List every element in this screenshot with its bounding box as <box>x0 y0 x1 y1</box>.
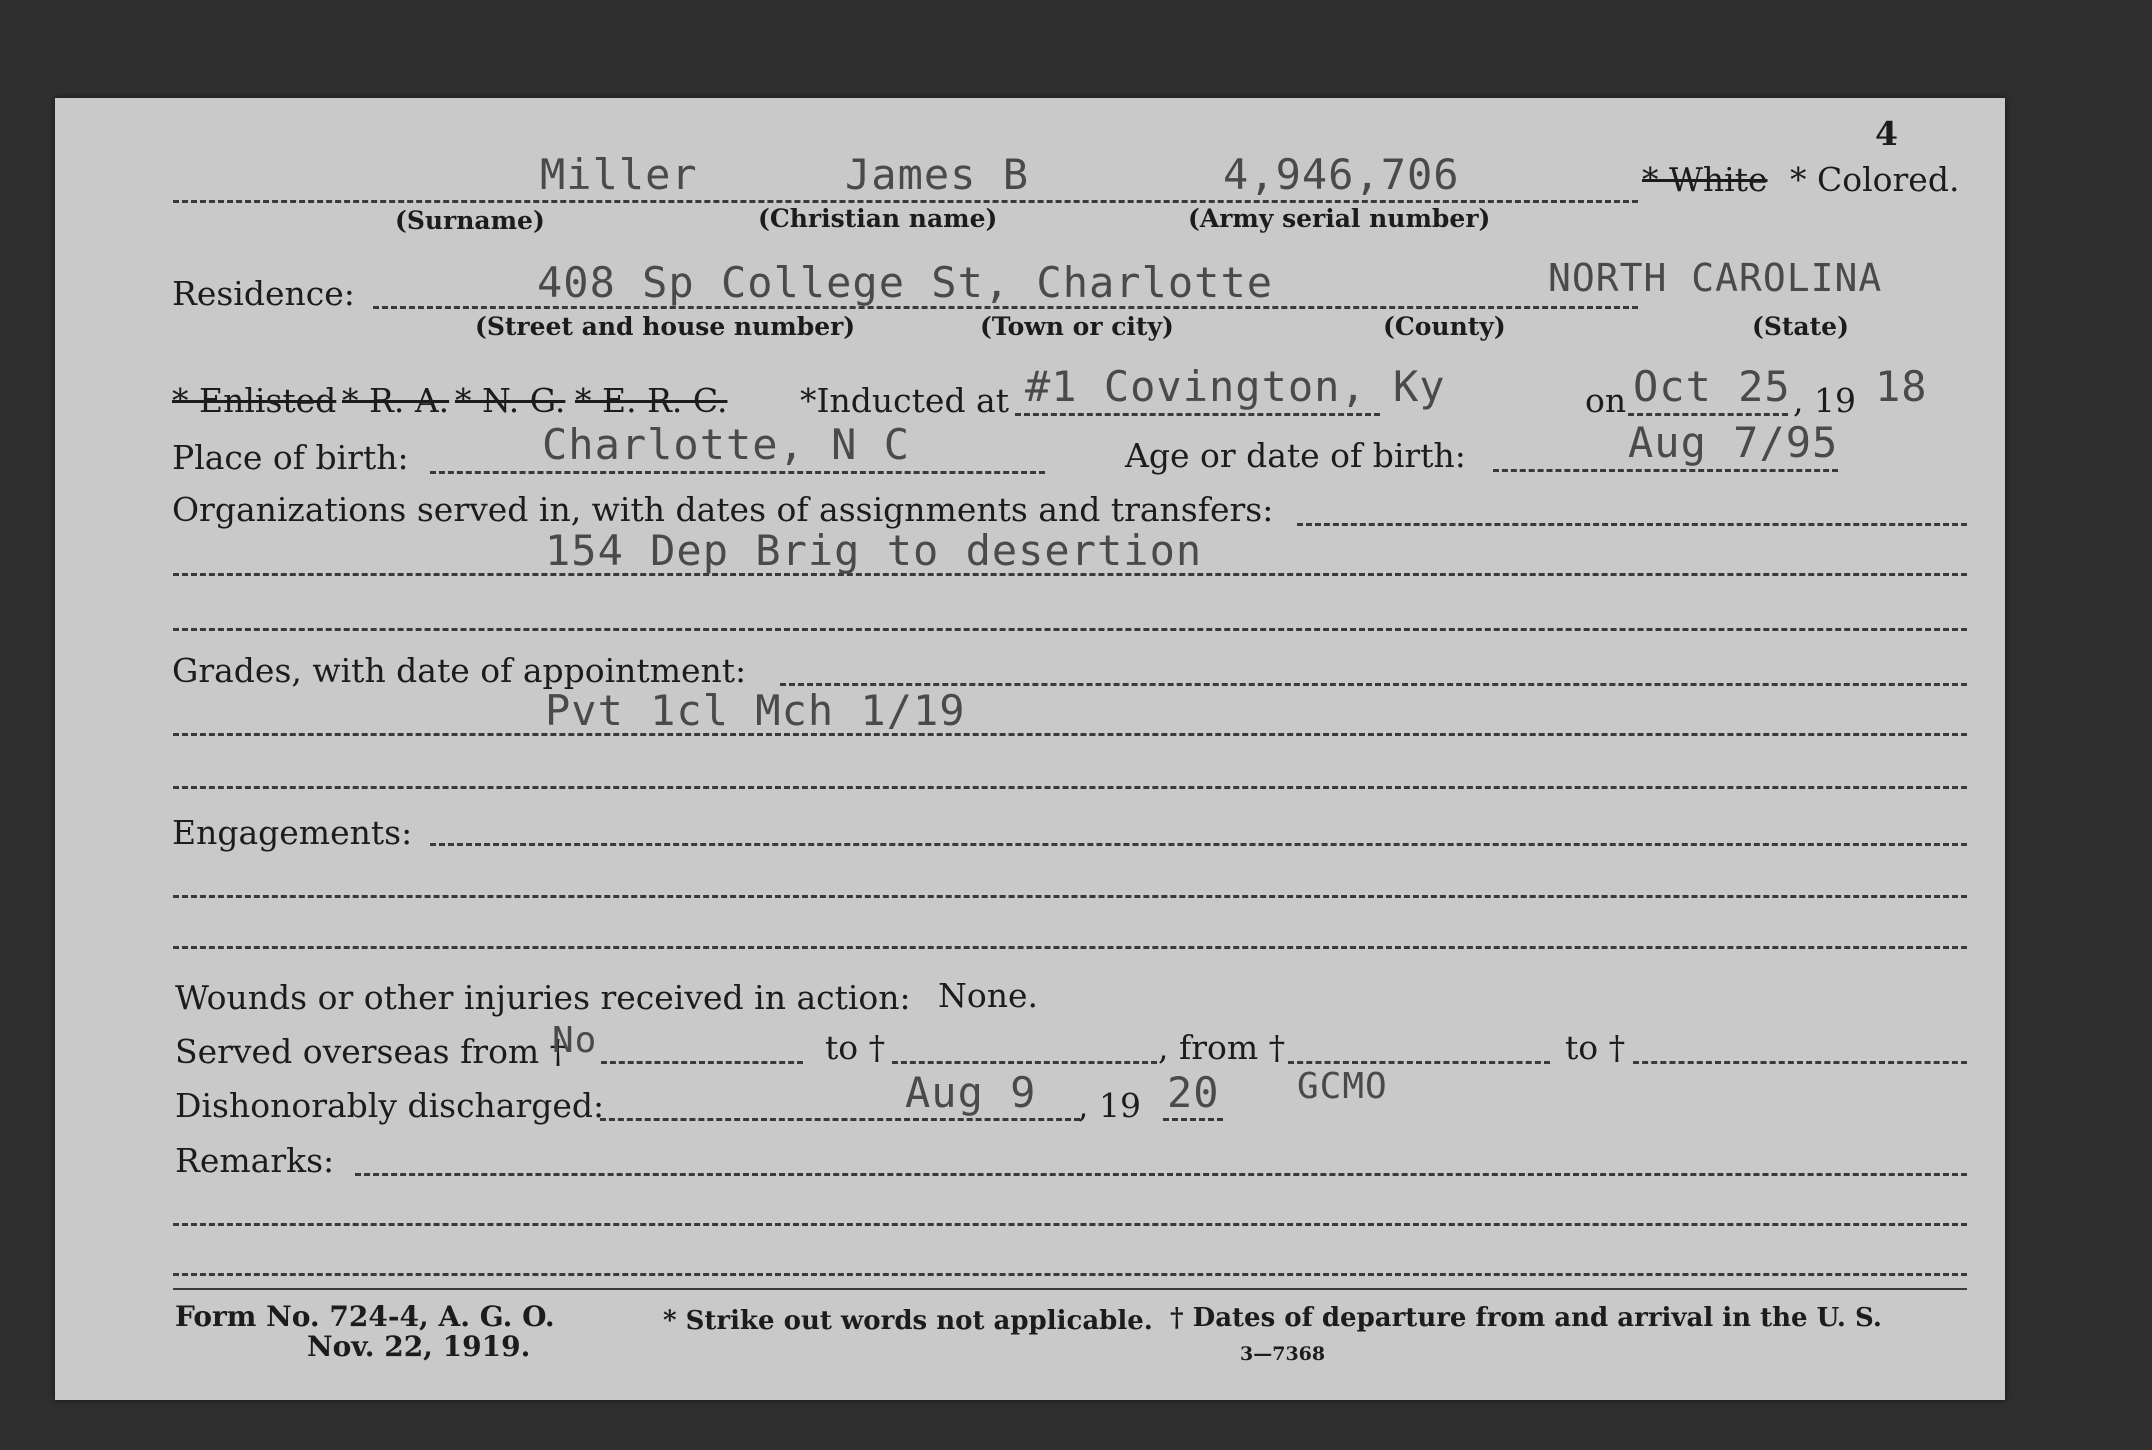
discharge-year-line <box>1163 1118 1223 1121</box>
organizations-line-1 <box>1297 523 1967 526</box>
dagger-note: † Dates of departure from and arrival in the U. S. <box>1170 1303 1882 1333</box>
surname-caption: (Surname) <box>395 206 545 235</box>
engagements-line-3 <box>173 946 1967 949</box>
white-label: * White <box>1642 160 1768 199</box>
place-of-birth-value: Charlotte, N C <box>542 420 911 469</box>
overseas-from2-label: , from † <box>1158 1028 1286 1067</box>
engagements-line-2 <box>173 895 1967 898</box>
surname-value: Miller <box>540 150 698 199</box>
on-label: on <box>1585 381 1627 420</box>
discharge-note-value: GCMO <box>1297 1066 1388 1107</box>
state-caption: (State) <box>1752 312 1849 341</box>
discharge-year-prefix: , 19 <box>1078 1086 1141 1125</box>
strike-out-note: * Strike out words not applicable. <box>663 1306 1153 1336</box>
discharge-date-value: Aug 9 <box>905 1068 1037 1117</box>
induction-date-value: Oct 25 <box>1633 362 1791 411</box>
inducted-at-line <box>1015 413 1380 416</box>
remarks-line-1 <box>355 1173 1967 1176</box>
name-line <box>173 200 1638 203</box>
service-record-card <box>55 98 2005 1400</box>
engagements-line-1 <box>430 843 1967 846</box>
residence-label: Residence: <box>172 274 355 313</box>
print-code: 3—7368 <box>1240 1343 1326 1365</box>
overseas-to2-line <box>1633 1061 1967 1064</box>
town-caption: (Town or city) <box>980 312 1174 341</box>
county-caption: (County) <box>1383 312 1506 341</box>
overseas-from-line <box>601 1061 803 1064</box>
age-label: Age or date of birth: <box>1125 436 1466 475</box>
grades-value: Pvt 1cl Mch 1/19 <box>545 686 966 735</box>
overseas-to2-label: to † <box>1565 1028 1626 1067</box>
overseas-to-label: to † <box>825 1028 886 1067</box>
overseas-value: No <box>552 1020 598 1061</box>
street-caption: (Street and house number) <box>475 312 856 341</box>
wounds-value: None. <box>938 976 1039 1015</box>
discharge-date-line <box>600 1118 1080 1121</box>
inducted-at-value: #1 Covington, Ky <box>1025 362 1446 411</box>
inducted-at-label: *Inducted at <box>800 381 1009 420</box>
overseas-to-line <box>892 1061 1157 1064</box>
wounds-label: Wounds or other injuries received in action: <box>175 978 911 1017</box>
christian-name-caption: (Christian name) <box>758 204 998 233</box>
organizations-label: Organizations served in, with dates of assignments and transfers: <box>172 490 1274 529</box>
serial-number-caption: (Army serial number) <box>1188 204 1491 233</box>
place-of-birth-label: Place of birth: <box>172 438 409 477</box>
form-number: Form No. 724-4, A. G. O. <box>175 1300 555 1333</box>
ng-option: * N. G. <box>455 381 566 420</box>
induction-date-line <box>1628 413 1788 416</box>
residence-state-value: NORTH CAROLINA <box>1548 256 1883 300</box>
age-value: Aug 7/95 <box>1628 418 1839 467</box>
colored-label: * Colored. <box>1790 160 1960 199</box>
grades-label: Grades, with date of appointment: <box>172 651 747 690</box>
card-number: 4 <box>1875 114 1898 153</box>
form-date: Nov. 22, 1919. <box>307 1330 531 1363</box>
discharge-label: Dishonorably discharged: <box>175 1086 605 1125</box>
serial-number-value: 4,946,706 <box>1223 150 1460 199</box>
overseas-label: Served overseas from † <box>175 1032 567 1071</box>
induction-year-prefix: , 19 <box>1793 381 1856 420</box>
overseas-from2-line <box>1288 1061 1550 1064</box>
grades-line-3 <box>173 786 1967 789</box>
discharge-year-value: 20 <box>1167 1068 1220 1117</box>
remarks-line-2 <box>173 1223 1967 1226</box>
organizations-value: 154 Dep Brig to desertion <box>545 526 1203 575</box>
erc-option: * E. R. C. <box>575 381 728 420</box>
organizations-line-3 <box>173 628 1967 631</box>
footer-rule <box>173 1288 1967 1290</box>
age-line <box>1493 469 1838 472</box>
ra-option: * R. A. <box>342 381 450 420</box>
remarks-line-3 <box>173 1273 1967 1276</box>
residence-street-city-value: 408 Sp College St, Charlotte <box>537 258 1274 307</box>
induction-year-value: 18 <box>1875 362 1928 411</box>
engagements-label: Engagements: <box>172 813 413 852</box>
remarks-label: Remarks: <box>175 1141 335 1180</box>
christian-name-value: James B <box>845 150 1030 199</box>
grades-line-2 <box>173 733 1967 736</box>
enlisted-option: * Enlisted <box>172 381 337 420</box>
place-of-birth-line <box>430 471 1045 474</box>
